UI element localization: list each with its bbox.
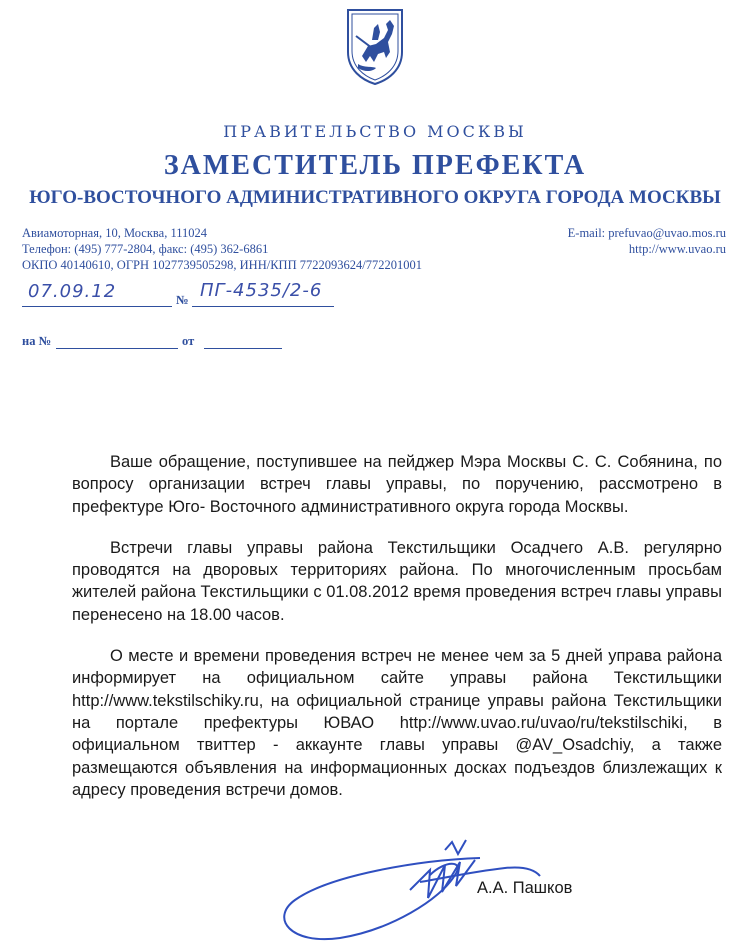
district-title: ЮГО-ВОСТОЧНОГО АДМИНИСТРАТИВНОГО ОКРУГА ГОРОДА МОСКВЫ — [29, 187, 721, 208]
deputy-prefect-title: ЗАМЕСТИТЕЛЬ ПРЕФЕКТА — [163, 150, 587, 181]
ref-date-underline — [204, 348, 282, 349]
registry-codes-line: ОКПО 40140610, ОГРН 1027739505298, ИНН/КПП 7722093624/772201001 — [22, 258, 422, 272]
ref-number-label: на № — [22, 334, 52, 348]
paragraph-2: Встречи главы управы района Текстильщики Осадчего А.В. регулярно проводятся на дворовых территориях района. По многочисленным просьбам жителей района Текстильщики с 01.08.2012 время проведения встреч главы управы перенесено на 18.00 часов. — [72, 538, 722, 624]
contact-block-left — [22, 225, 422, 273]
number-underline — [192, 306, 334, 307]
email-line: E-mail: prefuvao@uvao.mos.ru — [567, 226, 726, 240]
phone-line: Телефон: (495) 777-2804, факс: (495) 362-6861 — [22, 242, 269, 256]
government-title: ПРАВИТЕЛЬСТВО МОСКВЫ — [223, 122, 527, 141]
website-line: http://www.uvao.ru — [628, 242, 726, 256]
moscow-coat-of-arms-emblem — [342, 6, 408, 86]
ref-number-underline — [56, 348, 178, 349]
ref-date-label: от — [182, 334, 195, 348]
letter-body — [72, 451, 722, 820]
contact-block-right — [568, 225, 726, 257]
date-underline — [22, 306, 172, 307]
paragraph-3: О месте и времени проведения встреч не менее чем за 5 дней управа района информирует на официальном сайте управы района Текстильщики http://www.tekstilschiky.ru, на официальной странице управы района Текстильщики на портале префектуры ЮВАО http://www.uvao.ru/uvao/ru/tekstilschiki, в официальном твиттер - аккаунте главы управы @AV_Osadchiy, а также размещаются объявления на информационных досках подъездов близлежащих к адресу проведения встречи домов. — [72, 647, 722, 799]
registration-date: 07.09.12 — [28, 281, 117, 302]
address-line: Авиамоторная, 10, Москва, 111024 — [22, 226, 208, 240]
paragraph-1: Ваше обращение, поступившее на пейджер Мэра Москвы С. С. Собянина, по вопросу организации встреч главы управы, по поручению, рассмотрено в префектуре Юго- Восточного административного округа города Москвы. — [72, 453, 722, 516]
signer-name: А.А. Пашков — [477, 879, 573, 897]
registration-number: ПГ-4535/2-6 — [200, 280, 323, 301]
number-label: № — [176, 293, 189, 307]
